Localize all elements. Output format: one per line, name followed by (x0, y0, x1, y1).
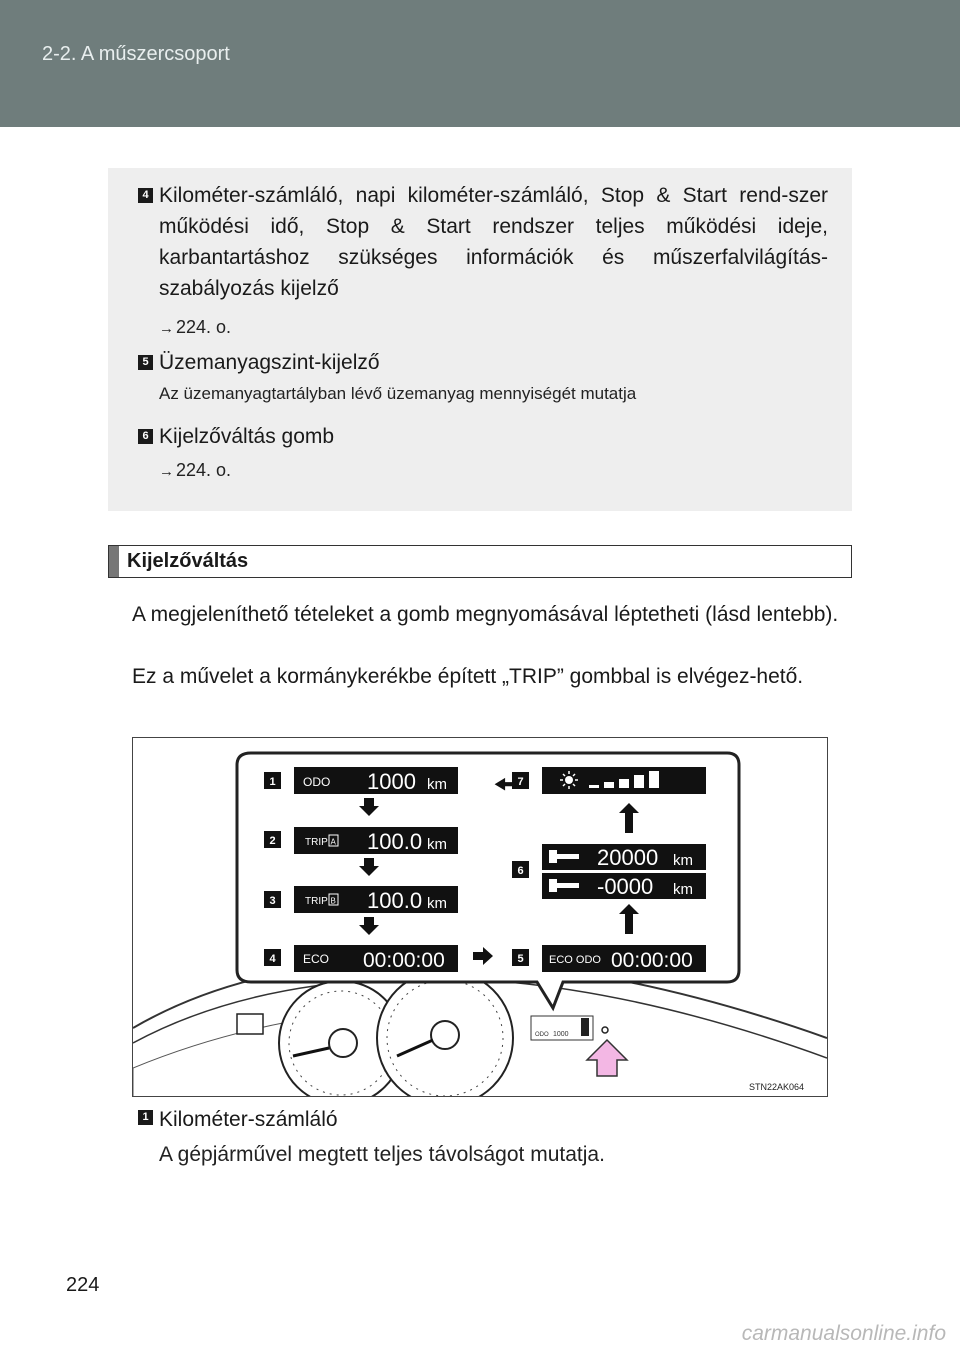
display-6a-maintenance (542, 844, 706, 870)
display-2-sub: A (330, 837, 336, 847)
badge-3-label: 3 (269, 895, 276, 907)
display-4-value: 00:00:00 (363, 949, 445, 972)
display-6b-value: -0000 (597, 874, 654, 899)
display-3-trip-b (294, 886, 458, 913)
paragraph-1: A megjeleníthető tételeket a gomb megnyomásával léptetheti (lásd lentebb). (132, 603, 839, 626)
button-indicator-arrow (587, 1040, 627, 1076)
display-6b-maintenance (542, 873, 706, 899)
page-reference: → 224. o. (159, 460, 828, 481)
display-5-label: ECO ODO (549, 954, 601, 966)
display-6b-unit: km (673, 881, 693, 898)
section-title: Kijelzőváltás (127, 550, 249, 572)
section-header-title: 2-2. A műszercsoport (42, 43, 230, 65)
gauge-right (377, 970, 513, 1096)
mini-odo-value: 1000 (553, 1031, 569, 1038)
legend-description: A gépjárművel megtett teljes távolságot mutatja. (159, 1143, 605, 1166)
legend-title: Kilométer-számláló (159, 1108, 338, 1131)
instrument-display-figure (132, 737, 828, 1097)
info-item-description: Az üzemanyagtartályban lévő üzemanyag mennyiségét mutatja (159, 384, 637, 403)
badge-2-label: 2 (269, 835, 276, 847)
badge-4: 4 (138, 188, 153, 203)
mini-odometer (531, 1016, 608, 1040)
display-2-label: TRIP (305, 837, 328, 848)
paragraph-2: Ez a művelet a kormánykerékbe épített „TRIP” gombbal is elvégez-hető. (132, 665, 804, 688)
display-6a-value: 20000 (597, 845, 659, 870)
section-heading (108, 545, 852, 578)
display-1-value: 1000 (367, 769, 416, 794)
info-item-title: Kilométer-számláló, napi kilométer-számláló, Stop & Start rend-szer működési idő, Stop & Start rendszer teljes működési ideje, karbantartáshoz szükséges információk és műszerfalvilágítás-szabályozás kijelző (159, 184, 828, 300)
display-7-brightness (542, 767, 706, 794)
info-item-6 (138, 421, 828, 481)
display-2-value: 100.0 (367, 829, 423, 854)
warning-panel (237, 1014, 263, 1034)
figure-code: STN22AK064 (749, 1082, 805, 1092)
badge-6-label: 6 (517, 865, 524, 877)
section-stripe (109, 546, 119, 577)
display-2-trip-a (294, 827, 458, 854)
display-3-sub: B (330, 896, 336, 906)
display-2-unit: km (427, 836, 447, 853)
page-header (0, 0, 960, 127)
sun-icon (565, 776, 573, 784)
badge-6: 6 (138, 429, 153, 444)
info-item-4 (138, 180, 828, 338)
info-item-5 (138, 347, 828, 404)
display-1-odo (294, 767, 458, 794)
display-3-value: 100.0 (367, 888, 423, 913)
badge-4-label: 4 (269, 953, 276, 965)
info-item-title: Üzemanyagszint-kijelző (159, 351, 380, 374)
display-4-eco (294, 945, 458, 972)
badge-5-label: 5 (517, 953, 524, 965)
badge-5: 5 (138, 355, 153, 370)
watermark: carmanualsonline.info (741, 1322, 946, 1345)
display-5-value: 00:00:00 (611, 949, 693, 972)
badge-1: 1 (138, 1110, 153, 1125)
badge-7-label: 7 (517, 776, 524, 788)
display-diagram (133, 738, 827, 1096)
display-3-label: TRIP (305, 896, 328, 907)
info-item-title: Kijelzőváltás gomb (159, 425, 335, 448)
display-4-label: ECO (303, 952, 330, 966)
display-5-eco-odo (542, 945, 706, 972)
legend-item-1 (138, 1104, 838, 1167)
display-6a-unit: km (673, 852, 693, 869)
display-1-label: ODO (303, 775, 331, 789)
mini-odo-label: ODO (535, 1032, 549, 1038)
display-3-unit: km (427, 895, 447, 912)
display-1-unit: km (427, 776, 447, 793)
page-reference: → 224. o. (159, 317, 828, 338)
badge-1-label: 1 (269, 776, 276, 788)
page-number: 224 (66, 1274, 100, 1296)
